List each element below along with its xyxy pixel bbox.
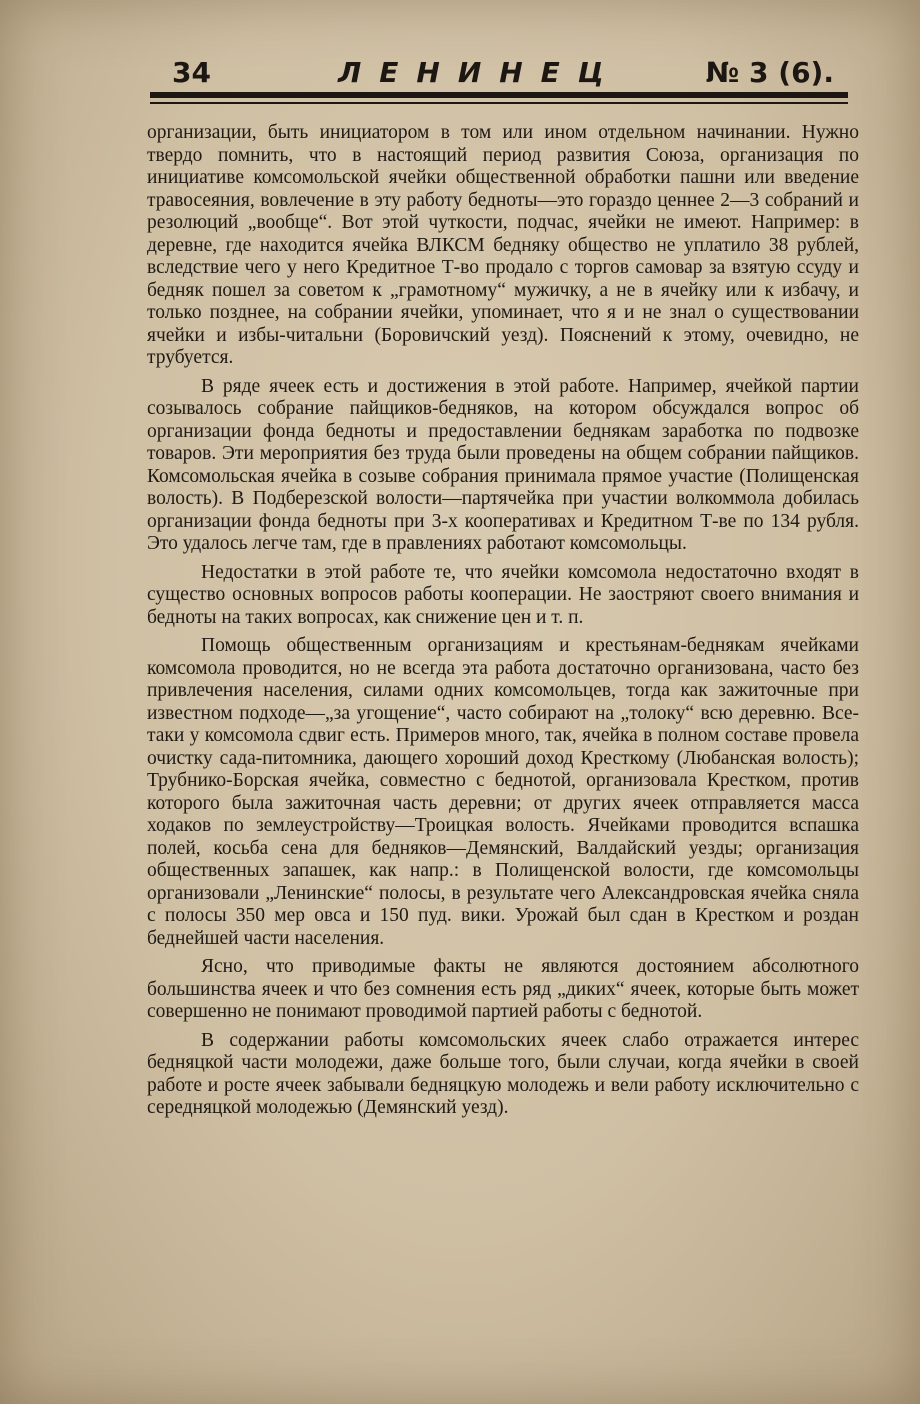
page-header <box>150 52 848 92</box>
paragraph: Ясно, что приводимые факты не являются достоянием абсолютного большинства ячеек и что без сомнения есть ряд „диких“ ячеек, которые быть может совершенно не понимают проводимой партией работы с беднотой. <box>147 956 859 1022</box>
paragraph: Недостатки в этой работе те, что ячейки комсомола недостаточно входят в существо основных вопросов работы кооперации. Не заостряют своего внимания и бедноты на таких вопросах, как снижение цен и т. п. <box>147 561 859 628</box>
paragraph: В ряде ячеек есть и достижения в этой работе. Например, ячейкой партии созывалось собрание пайщиков-бедняков, на котором обсуждался вопрос об организации фонда бедноты и предоставлении беднякам заработка по подвозке товаров. Эти мероприятия без труда были проведены на общем собрании пайщиков. Комсомольская ячейка в созыве собрания принимала прямое участие (Полищенская волость). В Подберезской волости—партячейка при участии волкоммола добилась организации фонда бедноты при 3-х кооперативах и Кредитном Т-ве по 134 рубля. Это удалось легче там, где в правлениях работают комсомольцы. <box>147 375 859 554</box>
header-rule <box>150 92 848 98</box>
article-body <box>147 122 859 1120</box>
page-number: 34 <box>172 56 211 89</box>
paragraph: организации, быть инициатором в том или ином отдельном начинании. Нужно твердо помнить, что в настоящий период развития Союза, организация по инициативе комсомольской ячейки общественной обработки пашни или введение травосеяния, вовлечение в эту работу бедноты—это гораздо ценнее 2—3 собраний и резолюций „вообще“. Вот этой чуткости, подчас, ячейки не имеют. Например: в деревне, где находится ячейка ВЛКСМ бедняку общество не уплатило 38 рублей, вследствие чего у него Кредитное Т-во продало с торгов самовар за взятую ссуду и бедняк пошел за советом к „грамотному“ мужичку, а не в ячейку или к избачу, и только позднее, на собрании ячейки, упоминает, что я и не знал о существовании ячейки и избы-читальни (Боровичский уезд). Пояснений к этому, очевидно, не трубуется. <box>147 122 859 368</box>
header-rule-thin <box>150 102 848 104</box>
paragraph: В содержании работы комсомольских ячеек слабо отражается интерес бедняцкой части молодежи, даже больше того, были случаи, когда ячейки в своей работе и росте ячеек забывали бедняцкую молодежь и вели работу исключительно с середняцкой молодежью (Демянский уезд). <box>147 1029 859 1118</box>
issue-number: № 3 (6). <box>705 56 834 89</box>
journal-title: ЛЕНИНЕЦ <box>338 56 622 89</box>
paragraph: Помощь общественным организациям и крестьянам-беднякам ячейками комсомола проводится, но не всегда эта работа достаточно организована, часто без привлечения населения, силами одних комсомольцев, тогда как зажиточные при известном подходе—„за угощение“, часто собирают на „толоку“ всю деревню. Все-таки у комсомола сдвиг есть. Примеров много, так, ячейка в полном составе провела очистку сада-питомника, дающего хороший доход Кресткому (Любанская волость); Трубнико-Борская ячейка, совместно с беднотой, организовала Крестком, против которого была зажиточная часть деревни; от других ячеек отправляется масса ходаков по землеустройству—Троицкая волость. Ячейками проводится вспашка полей, косьба сена для бедняков—Демянский, Валдайский уезды; организация общественных запашек, как напр.: в Полищенской волости, где комсомольцы организовали „Ленинские“ полосы, в результате чего Александровская ячейка сняла с полосы 350 мер овса и 150 пуд. вики. Урожай был сдан в Крестком и роздан беднейшей части населения. <box>147 635 859 949</box>
